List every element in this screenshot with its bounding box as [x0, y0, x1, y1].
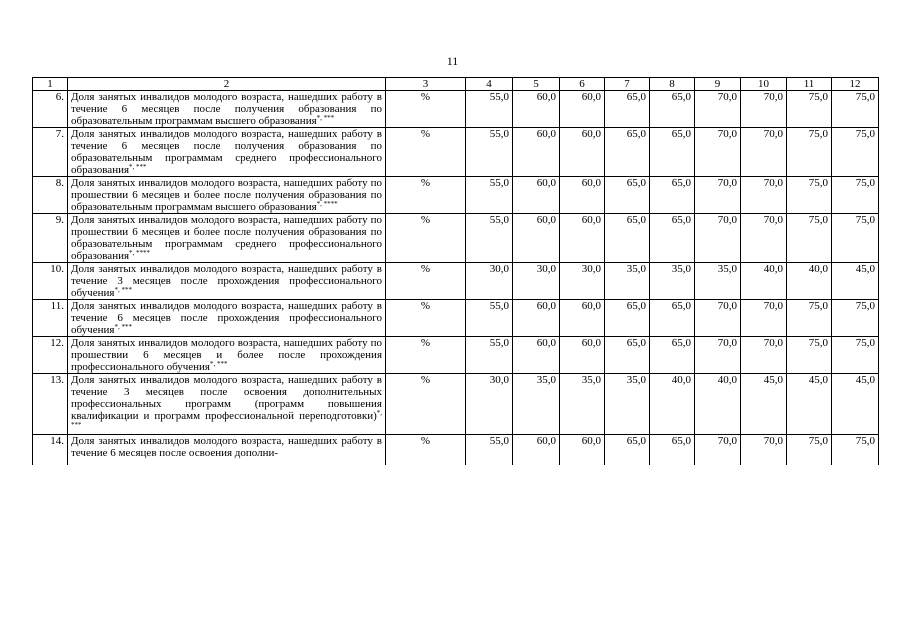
indicator-name: Доля занятых инвалидов молодого возраста, нашедших работу в течение 6 месяцев после освоения дополни- [71, 435, 382, 459]
header-cell: 7 [605, 78, 650, 91]
value-cell: 45,0 [832, 374, 879, 435]
value-cell: 45,0 [741, 374, 787, 435]
value-cell: 30,0 [466, 263, 513, 300]
table-row [33, 177, 879, 214]
unit-cell: % [386, 263, 466, 300]
value-cell: 55,0 [466, 435, 513, 465]
value-cell: 60,0 [560, 214, 605, 263]
value-cell: 35,0 [695, 263, 741, 300]
indicator-name-cell [68, 435, 386, 465]
header-cell: 10 [741, 78, 787, 91]
value-cell: 70,0 [741, 128, 787, 177]
row-number: 12. [33, 337, 68, 374]
indicator-name-cell [68, 263, 386, 300]
value-cell: 75,0 [832, 91, 879, 128]
value-cell: 55,0 [466, 128, 513, 177]
indicator-name: Доля занятых инвалидов молодого возраста, нашедших работу по прошествии 6 месяцев и более после получения образования по образовательным программам среднего профессионального образования [71, 214, 382, 262]
value-cell: 60,0 [513, 214, 560, 263]
header-cell: 6 [560, 78, 605, 91]
indicator-name-cell [68, 374, 386, 435]
table-header-row [33, 78, 879, 91]
value-cell: 70,0 [695, 435, 741, 465]
value-cell: 40,0 [787, 263, 832, 300]
indicator-name-cell [68, 337, 386, 374]
value-cell: 70,0 [695, 177, 741, 214]
value-cell: 70,0 [741, 300, 787, 337]
value-cell: 55,0 [466, 214, 513, 263]
row-number: 11. [33, 300, 68, 337]
value-cell: 70,0 [741, 91, 787, 128]
footnote-mark: *, *** [114, 323, 132, 331]
value-cell: 75,0 [832, 214, 879, 263]
indicator-name-cell [68, 128, 386, 177]
unit-cell: % [386, 214, 466, 263]
table-row [33, 337, 879, 374]
value-cell: 75,0 [787, 128, 832, 177]
value-cell: 45,0 [787, 374, 832, 435]
value-cell: 75,0 [832, 177, 879, 214]
value-cell: 35,0 [650, 263, 695, 300]
value-cell: 65,0 [650, 300, 695, 337]
indicator-name-cell [68, 214, 386, 263]
header-cell: 9 [695, 78, 741, 91]
value-cell: 35,0 [605, 374, 650, 435]
value-cell: 75,0 [832, 128, 879, 177]
value-cell: 65,0 [605, 177, 650, 214]
value-cell: 70,0 [695, 214, 741, 263]
row-number: 13. [33, 374, 68, 435]
unit-cell: % [386, 435, 466, 465]
value-cell: 65,0 [650, 128, 695, 177]
value-cell: 70,0 [695, 337, 741, 374]
table-row [33, 374, 879, 435]
value-cell: 45,0 [832, 263, 879, 300]
value-cell: 30,0 [513, 263, 560, 300]
value-cell: 65,0 [605, 300, 650, 337]
value-cell: 65,0 [650, 435, 695, 465]
value-cell: 60,0 [513, 91, 560, 128]
value-cell: 75,0 [832, 435, 879, 465]
row-number: 14. [33, 435, 68, 465]
header-cell: 4 [466, 78, 513, 91]
value-cell: 35,0 [560, 374, 605, 435]
value-cell: 75,0 [787, 435, 832, 465]
header-cell: 11 [787, 78, 832, 91]
value-cell: 65,0 [650, 214, 695, 263]
header-cell: 5 [513, 78, 560, 91]
value-cell: 60,0 [513, 300, 560, 337]
value-cell: 65,0 [605, 128, 650, 177]
row-number: 10. [33, 263, 68, 300]
value-cell: 60,0 [560, 91, 605, 128]
table-row [33, 263, 879, 300]
value-cell: 65,0 [650, 337, 695, 374]
value-cell: 30,0 [560, 263, 605, 300]
value-cell: 55,0 [466, 300, 513, 337]
value-cell: 65,0 [650, 91, 695, 128]
value-cell: 55,0 [466, 177, 513, 214]
indicator-name: Доля занятых инвалидов молодого возраста, нашедших работу в течение 6 месяцев после получения образования по образовательным программам среднего профессионального образования [71, 128, 382, 176]
value-cell: 60,0 [513, 337, 560, 374]
footnote-mark: *, *** [210, 360, 228, 368]
row-number: 7. [33, 128, 68, 177]
row-number: 9. [33, 214, 68, 263]
row-number: 8. [33, 177, 68, 214]
table-row [33, 91, 879, 128]
indicator-name: Доля занятых инвалидов молодого возраста, нашедших работу в течение 6 месяцев после прохождения профессионального обучения [71, 300, 382, 336]
unit-cell: % [386, 91, 466, 128]
value-cell: 60,0 [560, 300, 605, 337]
value-cell: 75,0 [832, 337, 879, 374]
value-cell: 70,0 [695, 300, 741, 337]
indicator-name: Доля занятых инвалидов молодого возраста, нашедших работу в течение 6 месяцев после получения образования по образовательным программам высшего образования [71, 91, 382, 127]
value-cell: 70,0 [695, 128, 741, 177]
value-cell: 30,0 [466, 374, 513, 435]
indicators-table [32, 77, 879, 465]
value-cell: 60,0 [513, 128, 560, 177]
value-cell: 60,0 [560, 435, 605, 465]
unit-cell: % [386, 337, 466, 374]
unit-cell: % [386, 177, 466, 214]
value-cell: 70,0 [741, 214, 787, 263]
value-cell: 40,0 [741, 263, 787, 300]
header-cell: 1 [33, 78, 68, 91]
footnote-mark: *, **** [316, 200, 338, 208]
value-cell: 65,0 [605, 435, 650, 465]
table-row [33, 300, 879, 337]
indicator-name: Доля занятых инвалидов молодого возраста, нашедших работу в течение 3 месяцев после прохождения профессионального обучения [71, 263, 382, 299]
value-cell: 70,0 [741, 435, 787, 465]
indicator-name: Доля занятых инвалидов молодого возраста, нашедших работу по прошествии 6 месяцев и более после получения образования по образовательным программам высшего образования [71, 177, 382, 213]
value-cell: 70,0 [741, 177, 787, 214]
unit-cell: % [386, 128, 466, 177]
header-cell: 3 [386, 78, 466, 91]
value-cell: 60,0 [513, 435, 560, 465]
indicator-name-cell [68, 91, 386, 128]
value-cell: 75,0 [787, 337, 832, 374]
value-cell: 75,0 [787, 91, 832, 128]
value-cell: 60,0 [513, 177, 560, 214]
header-cell: 8 [650, 78, 695, 91]
footnote-mark: *, *** [71, 409, 382, 429]
value-cell: 60,0 [560, 128, 605, 177]
page-number: 11 [446, 54, 459, 68]
value-cell: 55,0 [466, 91, 513, 128]
footnote-mark: *, **** [129, 249, 151, 257]
header-cell: 2 [68, 78, 386, 91]
value-cell: 75,0 [787, 177, 832, 214]
value-cell: 35,0 [513, 374, 560, 435]
value-cell: 60,0 [560, 337, 605, 374]
value-cell: 40,0 [695, 374, 741, 435]
value-cell: 75,0 [787, 214, 832, 263]
table-row [33, 214, 879, 263]
table-row [33, 128, 879, 177]
footnote-mark: *, *** [316, 114, 335, 122]
unit-cell: % [386, 374, 466, 435]
value-cell: 75,0 [832, 300, 879, 337]
value-cell: 65,0 [605, 337, 650, 374]
footnote-mark: *, *** [129, 163, 147, 171]
value-cell: 65,0 [605, 91, 650, 128]
value-cell: 70,0 [741, 337, 787, 374]
indicator-name-cell [68, 177, 386, 214]
value-cell: 65,0 [605, 214, 650, 263]
unit-cell: % [386, 300, 466, 337]
row-number: 6. [33, 91, 68, 128]
indicator-name: Доля занятых инвалидов молодого возраста, нашедших работу по прошествии 6 месяцев и более после прохождения профессионального обучения [71, 337, 382, 373]
value-cell: 65,0 [650, 177, 695, 214]
value-cell: 75,0 [787, 300, 832, 337]
value-cell: 60,0 [560, 177, 605, 214]
indicator-name: Доля занятых инвалидов молодого возраста, нашедших работу в течение 3 месяцев после освоения дополнительных профессиональных программ (программ повышения квалификации и программ профессиональной переподготовки) [71, 374, 382, 422]
value-cell: 55,0 [466, 337, 513, 374]
table-row [33, 435, 879, 465]
value-cell: 40,0 [650, 374, 695, 435]
header-cell: 12 [832, 78, 879, 91]
value-cell: 35,0 [605, 263, 650, 300]
footnote-mark: *, *** [114, 286, 132, 294]
indicator-name-cell [68, 300, 386, 337]
value-cell: 70,0 [695, 91, 741, 128]
